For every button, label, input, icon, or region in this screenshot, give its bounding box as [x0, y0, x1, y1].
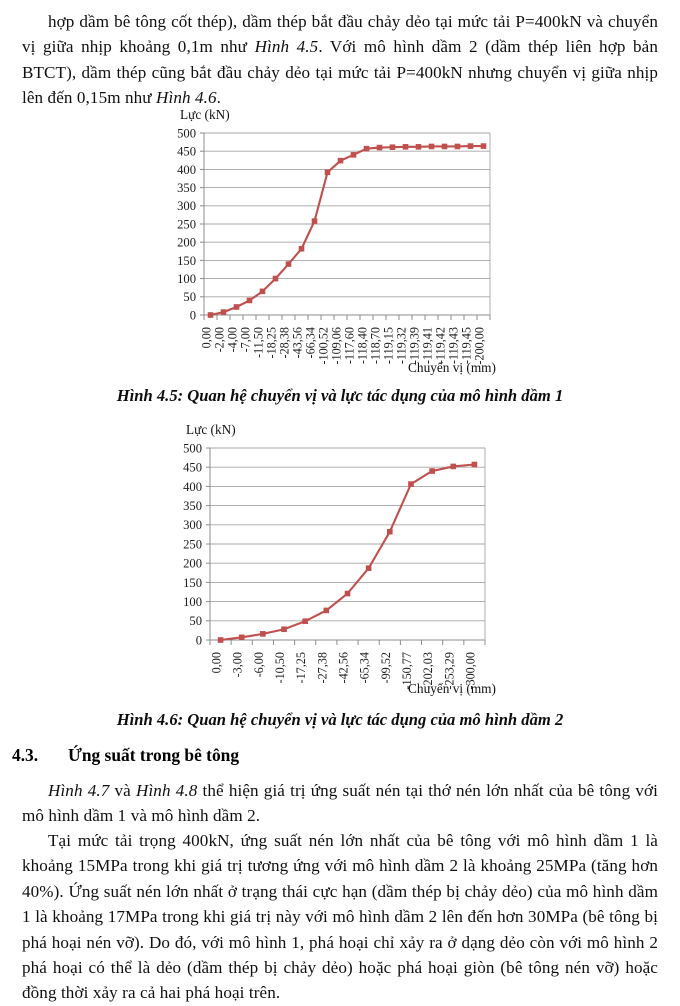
- series-data-point: [324, 608, 330, 614]
- x-tick-label: -43,56: [290, 327, 305, 359]
- x-tick-label: -150,77: [399, 652, 414, 690]
- series-data-point: [299, 246, 305, 252]
- series-data-point: [345, 591, 351, 597]
- series-line: [211, 146, 484, 315]
- y-tick-label: 300: [177, 199, 196, 214]
- y-tick-label: 450: [183, 460, 202, 475]
- x-tick-label: 0,00: [209, 652, 224, 674]
- series-data-point: [468, 143, 474, 149]
- y-tick-label: 400: [183, 479, 202, 494]
- x-tick-label: -119,45: [459, 327, 474, 365]
- y-tick-label: 0: [195, 633, 202, 648]
- x-tick-label: -18,25: [264, 327, 279, 359]
- series-data-point: [429, 468, 435, 474]
- y-tick-label: 50: [183, 290, 196, 305]
- x-tick-label: -109,06: [329, 327, 344, 365]
- series-data-point: [221, 309, 227, 315]
- series-data-point: [302, 618, 308, 624]
- y-tick-label: 0: [189, 308, 196, 323]
- section-title: Ứng suất trong bê tông: [68, 745, 240, 765]
- y-tick-label: 350: [183, 499, 202, 513]
- x-tick-label: -200,00: [472, 327, 487, 365]
- x-tick-label: -10,50: [273, 652, 288, 684]
- series-data-point: [273, 276, 279, 282]
- series-data-point: [387, 529, 393, 535]
- figure-4-5-caption: Hình 4.5: Quan hệ chuyển vị và lực tác dụng của mô hình dầm 1: [116, 386, 564, 405]
- x-tick-label: -99,52: [378, 652, 393, 684]
- y-tick-label: 100: [177, 272, 196, 286]
- series-data-point: [377, 145, 383, 151]
- x-tick-label: -100,52: [316, 327, 331, 365]
- x-tick-label: -3,00: [230, 652, 245, 678]
- top-paragraph: hợp dầm bê tông cốt thép), dầm thép bắt đầu chảy dẻo tại mức tải P=400kN và chuyển vị giữa nhịp khoảng 0,1m như Hình 4.5. Với mô hình dầm 2 (dầm thép liên hợp bản BTCT), dầm thép cũng bắt đầu chảy dẻo tại mức tải P=400kN nhưng chuyển vị giữa nhịp lên đến 0,15m như Hình 4.6.: [22, 12, 658, 108]
- series-data-point: [442, 144, 448, 150]
- x-tick-label: -27,38: [315, 652, 330, 684]
- x-tick-label: -202,03: [421, 652, 436, 690]
- x-tick-label: -119,43: [446, 327, 461, 365]
- series-data-point: [450, 464, 456, 470]
- series-data-point: [338, 158, 344, 164]
- series-data-point: [247, 298, 253, 304]
- y-tick-label: 350: [177, 181, 196, 195]
- y-tick-label: 200: [177, 235, 196, 250]
- y-tick-label: 50: [189, 614, 202, 629]
- y-tick-label: 250: [183, 537, 202, 552]
- figure-4-6-caption: Hình 4.6: Quan hệ chuyển vị và lực tác dụng của mô hình dầm 2: [116, 710, 564, 729]
- series-data-point: [208, 312, 214, 318]
- x-tick-label: -253,29: [442, 652, 457, 690]
- y-axis-title: Lực (kN): [186, 422, 236, 437]
- x-tick-label: -119,42: [433, 327, 448, 365]
- series-data-point: [366, 565, 372, 571]
- x-tick-label: -118,40: [355, 327, 370, 365]
- section-number: 4.3.: [12, 745, 39, 765]
- section-heading: [12, 745, 658, 766]
- x-axis-title: Chuyển vị (mm): [408, 360, 496, 375]
- x-tick-label: -117,60: [342, 327, 357, 365]
- x-tick-label: -119,32: [394, 327, 409, 365]
- series-data-point: [364, 146, 370, 152]
- figure-4-5-svg: [0, 104, 680, 379]
- figure-4-5-chart: [0, 104, 680, 379]
- series-line: [221, 465, 475, 640]
- body-paragraph-3: Tại mức tải trọng 400kN, ứng suất nén lớn nhất của bê tông với mô hình dầm 1 là khoảng 15MPa trong khi giá trị tương ứng với mô hình dầm 2 là khoảng 25MPa (tăng hơn 40%). Ứng suất nén lớn nhất ở trạng thái cực hạn (dầm thép bị chảy dẻo) của mô hình dầm 1 là khoảng 17MPa trong khi giá trị này với mô hình dầm 2 lên đến hơn 30MPa (bê tông bị phá hoại nén vỡ). Do đó, với mô hình 1, phá hoại chỉ xảy ra ở dạng dẻo còn với mô hình 2 phá hoại có thể là dẻo (dầm thép bị chảy dẻo) hoặc phá hoại giòn (bê tông nén vỡ) hoặc đồng thời xảy ra cả hai phá hoại trên.: [22, 831, 658, 1003]
- series-data-point: [455, 144, 461, 150]
- x-tick-label: -66,34: [303, 327, 318, 359]
- series-data-point: [472, 462, 478, 468]
- x-tick-label: -42,56: [336, 652, 351, 684]
- x-tick-label: -7,00: [238, 327, 253, 353]
- series-data-point: [351, 152, 357, 158]
- series-data-point: [325, 170, 331, 176]
- series-data-point: [281, 626, 287, 632]
- x-tick-label: -300,00: [463, 652, 478, 690]
- series-data-point: [403, 144, 409, 150]
- body-paragraph-2: Hình 4.7 và Hình 4.8 thể hiện giá trị ứng suất nén tại thớ nén lớn nhất của bê tông với mô hình dầm 1 và mô hình dầm 2.: [22, 781, 658, 826]
- series-data-point: [416, 144, 422, 150]
- series-data-point: [408, 481, 414, 487]
- y-tick-label: 300: [183, 518, 202, 533]
- y-tick-label: 250: [177, 217, 196, 232]
- y-tick-label: 500: [177, 126, 196, 141]
- x-tick-label: -28,38: [277, 327, 292, 359]
- y-tick-label: 150: [177, 253, 196, 268]
- series-data-point: [429, 144, 435, 150]
- y-tick-label: 200: [183, 556, 202, 571]
- y-tick-label: 150: [183, 575, 202, 590]
- x-tick-label: -118,70: [368, 327, 383, 365]
- x-tick-label: -11,50: [251, 327, 266, 359]
- x-tick-label: 0,00: [199, 327, 214, 349]
- y-axis-title: Lực (kN): [180, 107, 230, 122]
- series-data-point: [286, 261, 292, 267]
- series-data-point: [239, 635, 245, 641]
- figure-4-6-chart: [0, 418, 680, 700]
- series-data-point: [234, 304, 240, 310]
- series-data-point: [260, 289, 266, 295]
- x-axis-title: Chuyển vị (mm): [408, 681, 496, 696]
- x-tick-label: -2,00: [212, 327, 227, 353]
- x-tick-label: -6,00: [251, 652, 266, 678]
- x-tick-label: -17,25: [294, 652, 309, 684]
- x-tick-label: -4,00: [225, 327, 240, 353]
- x-tick-label: -119,41: [420, 327, 435, 365]
- series-data-point: [218, 637, 224, 643]
- y-tick-label: 100: [183, 595, 202, 609]
- series-data-point: [312, 218, 318, 224]
- x-tick-label: -119,39: [407, 327, 422, 365]
- figure-4-6-svg: [0, 418, 680, 700]
- y-tick-label: 400: [177, 162, 196, 177]
- series-data-point: [390, 144, 396, 150]
- series-data-point: [481, 143, 487, 149]
- y-tick-label: 500: [183, 441, 202, 456]
- series-data-point: [260, 631, 266, 637]
- x-tick-label: -65,34: [357, 652, 372, 684]
- y-tick-label: 450: [177, 144, 196, 159]
- x-tick-label: -119,15: [381, 327, 396, 365]
